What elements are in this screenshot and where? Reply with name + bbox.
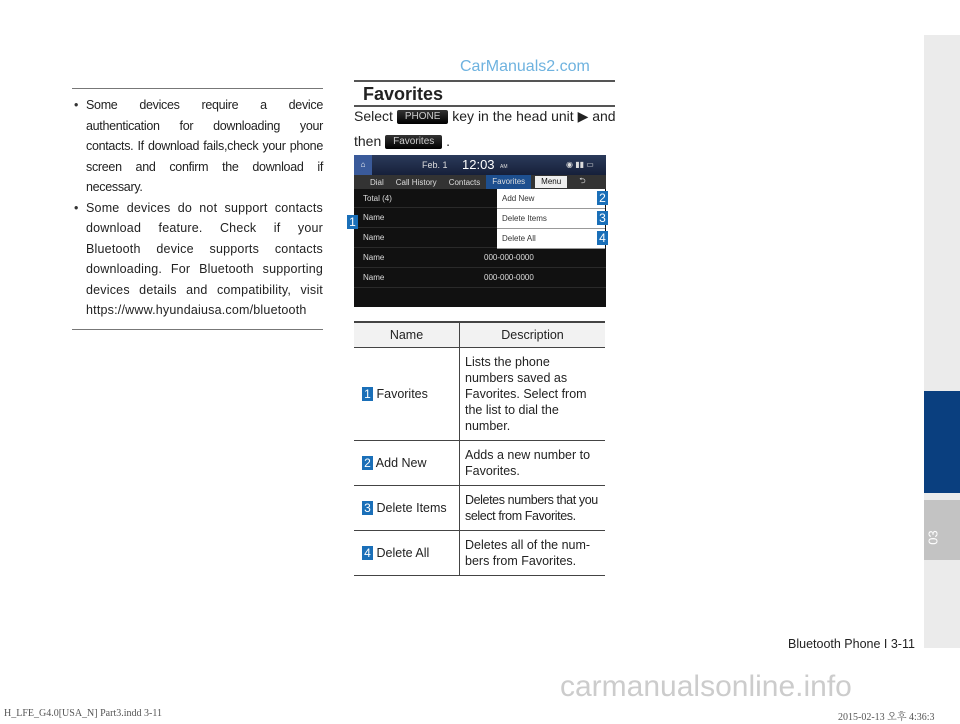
date: Feb. 1: [422, 160, 448, 170]
tab-bar: [354, 175, 606, 189]
row-desc: Lists the phone numbers saved as Favorites. Select from the list to dial the number.: [460, 348, 606, 441]
clock: 12:03: [462, 157, 495, 172]
contact-row: [354, 248, 606, 268]
intro-select: Select: [354, 108, 393, 124]
tab-contacts: Contacts: [448, 177, 481, 187]
chapter-tab-active: [924, 391, 960, 493]
row-name: Delete All: [376, 546, 430, 560]
watermark: carmanualsonline.info: [560, 670, 852, 703]
home-icon: ⌂: [354, 155, 372, 175]
notes-box: [72, 88, 323, 330]
menu-button: Menu: [535, 176, 567, 188]
table-row: [354, 531, 605, 576]
row-number: 3: [362, 501, 373, 515]
table-row: [354, 486, 605, 531]
row-desc: Deletes numbers that you select from Favorites.: [460, 486, 606, 531]
phone-key: PHONE: [397, 110, 449, 124]
callout-1: 1: [347, 215, 358, 229]
contact-row: [354, 268, 606, 288]
menu-delete-all: Delete All: [497, 229, 605, 249]
header-description: Description: [460, 322, 606, 348]
table-row: [354, 348, 605, 441]
row-number: 4: [362, 546, 373, 560]
tab-dial: Dial: [370, 177, 384, 187]
description-table: [354, 321, 605, 576]
status-icons: ◉ ▮▮ ▭: [566, 160, 594, 169]
back-icon: ⮌: [579, 176, 586, 185]
header-name: Name: [354, 322, 460, 348]
contact-number: 000-000-0000: [484, 273, 534, 282]
tab-call-history: Call History: [395, 177, 437, 187]
total-label: Total (4): [363, 193, 392, 203]
contact-name: Name: [363, 233, 385, 242]
status-bar: [354, 155, 606, 175]
print-slug: H_LFE_G4.0[USA_N] Part3.indd 3-11: [4, 708, 162, 719]
intro-line-1: [354, 104, 634, 129]
callout-4: 4: [597, 231, 608, 245]
row-name: Delete Items: [376, 501, 447, 515]
row-number: 1: [362, 387, 373, 401]
intro-mid: key in the head unit ▶ and: [452, 108, 616, 124]
table-row: [354, 441, 605, 486]
note-item: • Some devices require a device authentication for downloading your contacts. If download fails,check your phone screen and confirm the download if necessary.: [72, 95, 323, 198]
intro-then: then: [354, 133, 382, 149]
tab-favorites: Favorites: [486, 175, 531, 189]
chapter-number: 03: [925, 530, 941, 545]
favorites-key: Favorites: [385, 135, 442, 149]
menu-dropdown: [497, 189, 605, 249]
contact-name: Name: [363, 273, 385, 282]
menu-delete-items: Delete Items: [497, 209, 605, 229]
watermark-top: CarManuals2.com: [460, 58, 590, 75]
contact-number: 000-000-0000: [484, 253, 534, 262]
contact-name: Name: [363, 253, 385, 262]
page-footer: Bluetooth Phone I 3-11: [788, 637, 915, 651]
row-name: Favorites: [376, 387, 428, 401]
row-desc: Deletes all of the num-bers from Favorites.: [460, 531, 606, 576]
intro-end: .: [446, 133, 451, 149]
note-item: • Some devices do not support contacts download feature. Check if your Bluetooth device supports contacts downloading. For Bluetooth supporting devices details and compatibility, visit https://www.hyundaiusa.com/bluetooth: [72, 198, 323, 321]
intro-line-2: [354, 129, 634, 154]
menu-add-new: Add New: [497, 189, 605, 209]
section-heading: Favorites: [354, 80, 615, 107]
intro-text: [354, 104, 634, 154]
callout-2: 2: [597, 191, 608, 205]
contact-name: Name: [363, 213, 385, 222]
row-number: 2: [362, 456, 373, 470]
callout-3: 3: [597, 211, 608, 225]
print-date: 2015-02-13 오후 4:36:3: [838, 712, 935, 723]
ampm: AM: [500, 164, 508, 170]
row-desc: Adds a new number to Favorites.: [460, 441, 606, 486]
head-unit-screenshot: [354, 155, 606, 307]
row-name: Add New: [375, 456, 427, 470]
